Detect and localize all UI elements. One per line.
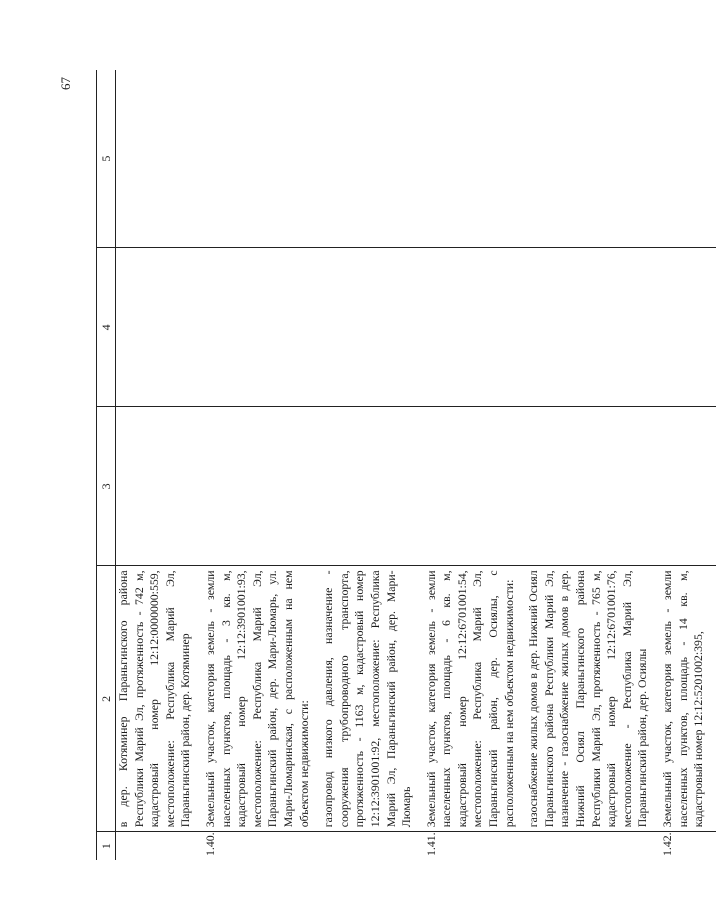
column-header-1: 1 [97, 832, 116, 860]
empty-column-3 [116, 407, 716, 566]
description-column [116, 566, 716, 832]
empty-column-4 [116, 248, 716, 407]
table-header-row [97, 70, 116, 860]
entry-paragraph: Земельный участок, категория земель - земли населенных пунктов, площадь - 3 кв. м, кадастровый номер 12:12:3901001:93, местоположение: Республика Марий Эл, Параньгинский район, дер. Мари-Люмарь, ул. Мари-Люмаринская, с расположенным на нем объектом недвижимости: [202, 570, 311, 828]
column-header-2: 2 [97, 566, 116, 832]
rotated-page [96, 70, 706, 860]
entry-number: 1.42. [660, 832, 674, 856]
table-entry [424, 570, 651, 827]
table-entry [116, 570, 194, 827]
register-table [96, 70, 716, 860]
column-header-4: 4 [97, 248, 116, 407]
entry-paragraph: газоснабжение жилых домов в дер. Нижний Осиял Параньгинского района Республики Марий Эл, назначение - газоснабжение жилых домов в дер. Нижний Осиял Параньгинского района Республики Марий Эл, протяженность - 765 м, кадастровый номер 12:12:6701001:76, местоположение - Республика Марий Эл, Параньгинский район, дер. Осиялы [526, 570, 650, 828]
column-header-3: 3 [97, 407, 116, 566]
table-entry [660, 570, 707, 827]
entry-paragraph: Земельный участок, категория земель - земли населенных пунктов, площадь - 14 кв. м, кадастровый номер 12:12:5201002:395, [660, 570, 706, 828]
entry-number: 1.41. [424, 832, 438, 856]
entry-paragraph: Земельный участок, категория земель - земли населенных пунктов, площадь - 6 кв. м, кадастровый номер 12:12:6701001:54, местоположение: Республика Марий Эл, Параньгинский район, дер. Осиялы, с расположенным на нем объектом недвижимости: [423, 570, 516, 828]
entry-number: 1.40. [203, 832, 217, 856]
page-number: 67 [58, 77, 73, 90]
table-entry [203, 570, 415, 827]
entry-number-column [116, 832, 716, 860]
empty-column-5 [116, 70, 716, 248]
entry-paragraph: в дер. Котяминер Параньгинского района Республики Марий Эл, протяженность - 742 м, кадастровый номер 12:12:0000000:559, местоположение: Республика Марий Эл, Параньгинский район, дер. Котяминер [116, 570, 193, 828]
column-header-5: 5 [97, 70, 116, 248]
table-body-row [116, 70, 716, 860]
entry-paragraph: газопровод низкого давления, назначение - сооружения трубопроводного транспорта, протяженность - 1163 м, кадастровый номер 12:12:3901001:92, местоположение: Республика Марий Эл, Параньгинский район, дер. Мари-Люмарь [321, 570, 414, 828]
